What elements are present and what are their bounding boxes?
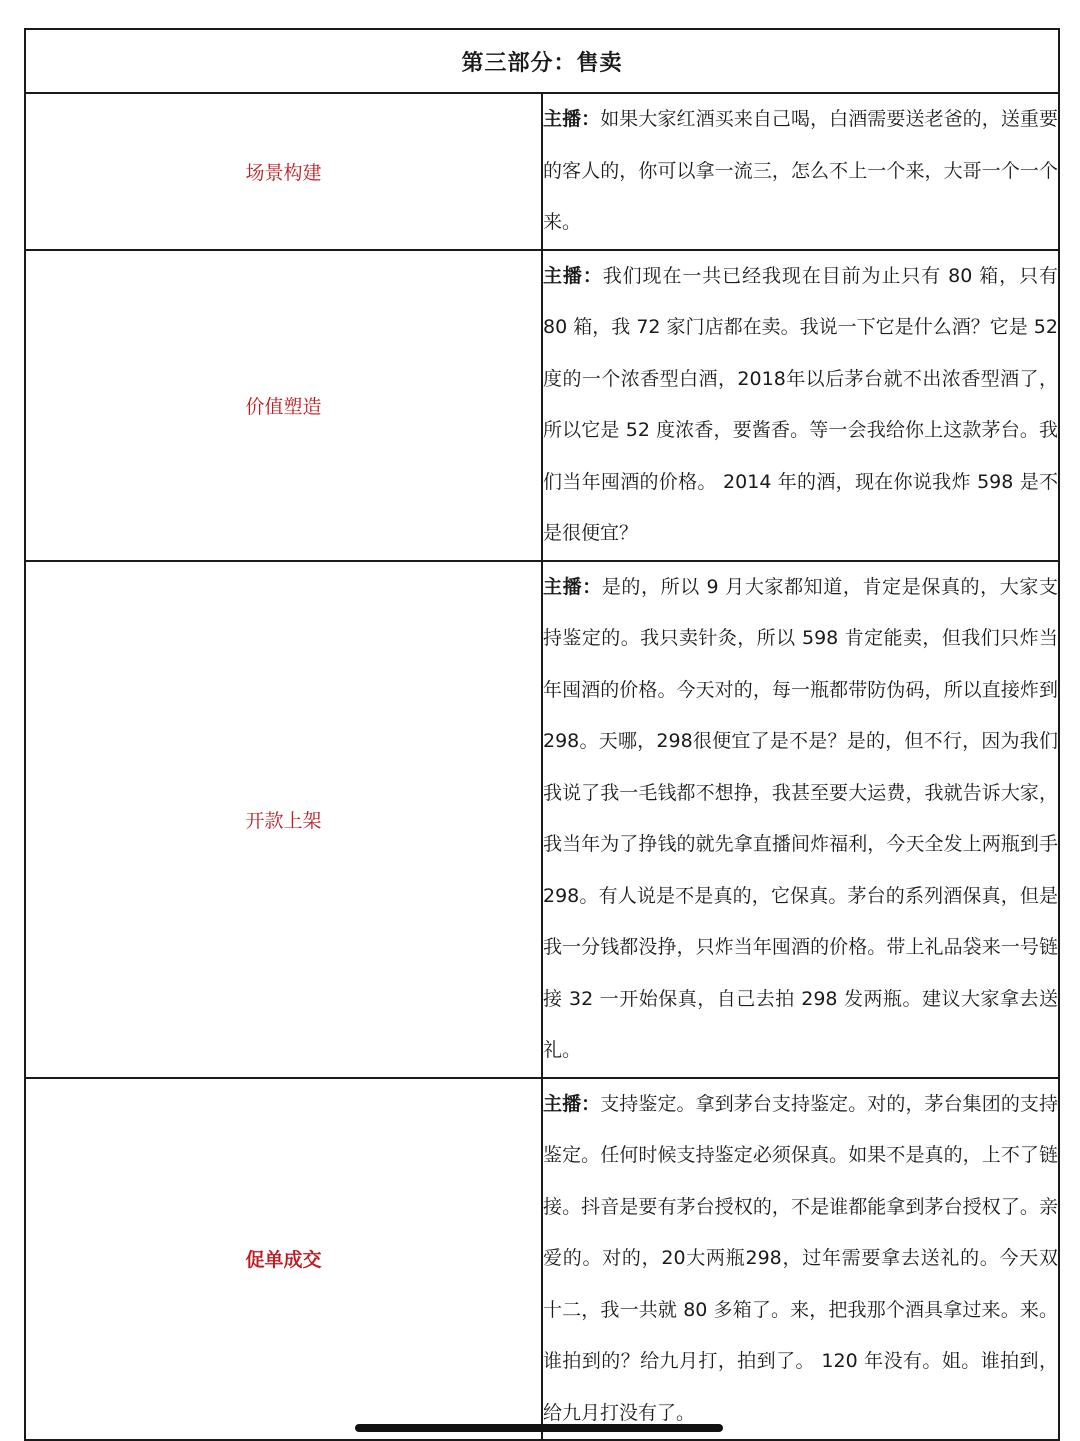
row-label-value: 价值塑造 (25, 250, 542, 561)
row-content-close (542, 1078, 1059, 1441)
script-text: 我们现在一共已经我现在目前为止只有 80 箱，只有 80 箱，我 72 家门店都在卖。我说一下它是什么酒？它是 52 度的一个浓香型白酒，2018年以后茅台就不出浓香型酒了，所以它是 52 度浓香，要酱香。等一会我给你上这款茅台。我们当年囤酒的价格。 2014 年的酒，现在你说我炸 598 是不是很便宜？ (543, 264, 1058, 544)
script-text: 如果大家红酒买来自己喝，白酒需要送老爸的，送重要的客人的，你可以拿一流三，怎么不上一个来，大哥一个一个来。 (543, 108, 1058, 233)
speaker-label: 主播： (543, 575, 602, 598)
table-row-scene (25, 93, 1059, 250)
speaker-label: 主播： (543, 108, 601, 130)
row-label-close: 促单成交 (25, 1078, 542, 1441)
table-row-launch (25, 561, 1059, 1078)
sales-script-table (24, 28, 1060, 1441)
table-row-close (25, 1078, 1059, 1441)
speaker-label: 主播： (543, 1092, 601, 1115)
speaker-label: 主播： (543, 264, 603, 287)
row-label-launch: 开款上架 (25, 561, 542, 1078)
row-label-scene: 场景构建 (25, 93, 542, 250)
home-indicator[interactable] (355, 1424, 723, 1432)
script-text: 是的，所以 9 月大家都知道，肯定是保真的，大家支持鉴定的。我只卖针灸，所以 598 肯定能卖，但我们只炸当年囤酒的价格。今天对的，每一瓶都带防伪码，所以直接炸到298。天哪，298很便宜了是不是？是的，但不行，因为我们我说了我一毛钱都不想挣，我甚至要大运费，我就告诉大家，我当年为了挣钱的就先拿直播间炸福利，今天全发上两瓶到手298。有人说是不是真的，它保真。茅台的系列酒保真，但是我一分钱都没挣，只炸当年囤酒的价格。带上礼品袋来一号链接 32 一开始保真，自己去拍 298 发两瓶。建议大家拿去送礼。 (543, 575, 1058, 1061)
script-text: 支持鉴定。拿到茅台支持鉴定。对的，茅台集团的支持鉴定。任何时候支持鉴定必须保真。如果不是真的，上不了链接。抖音是要有茅台授权的，不是谁都能拿到茅台授权了。亲爱的。对的，20大两瓶298，过年需要拿去送礼的。今天双十二，我一共就 80 多箱了。来，把我那个酒具拿过来。来。谁拍到的？给九月打，拍到了。 120 年没有。姐。谁拍到，给九月打没有了。 (543, 1092, 1058, 1424)
row-content-launch (542, 561, 1059, 1078)
row-content-value (542, 250, 1059, 561)
table-row-value (25, 250, 1059, 561)
row-content-scene (542, 93, 1059, 250)
table-title: 第三部分：售卖 (25, 29, 1059, 93)
